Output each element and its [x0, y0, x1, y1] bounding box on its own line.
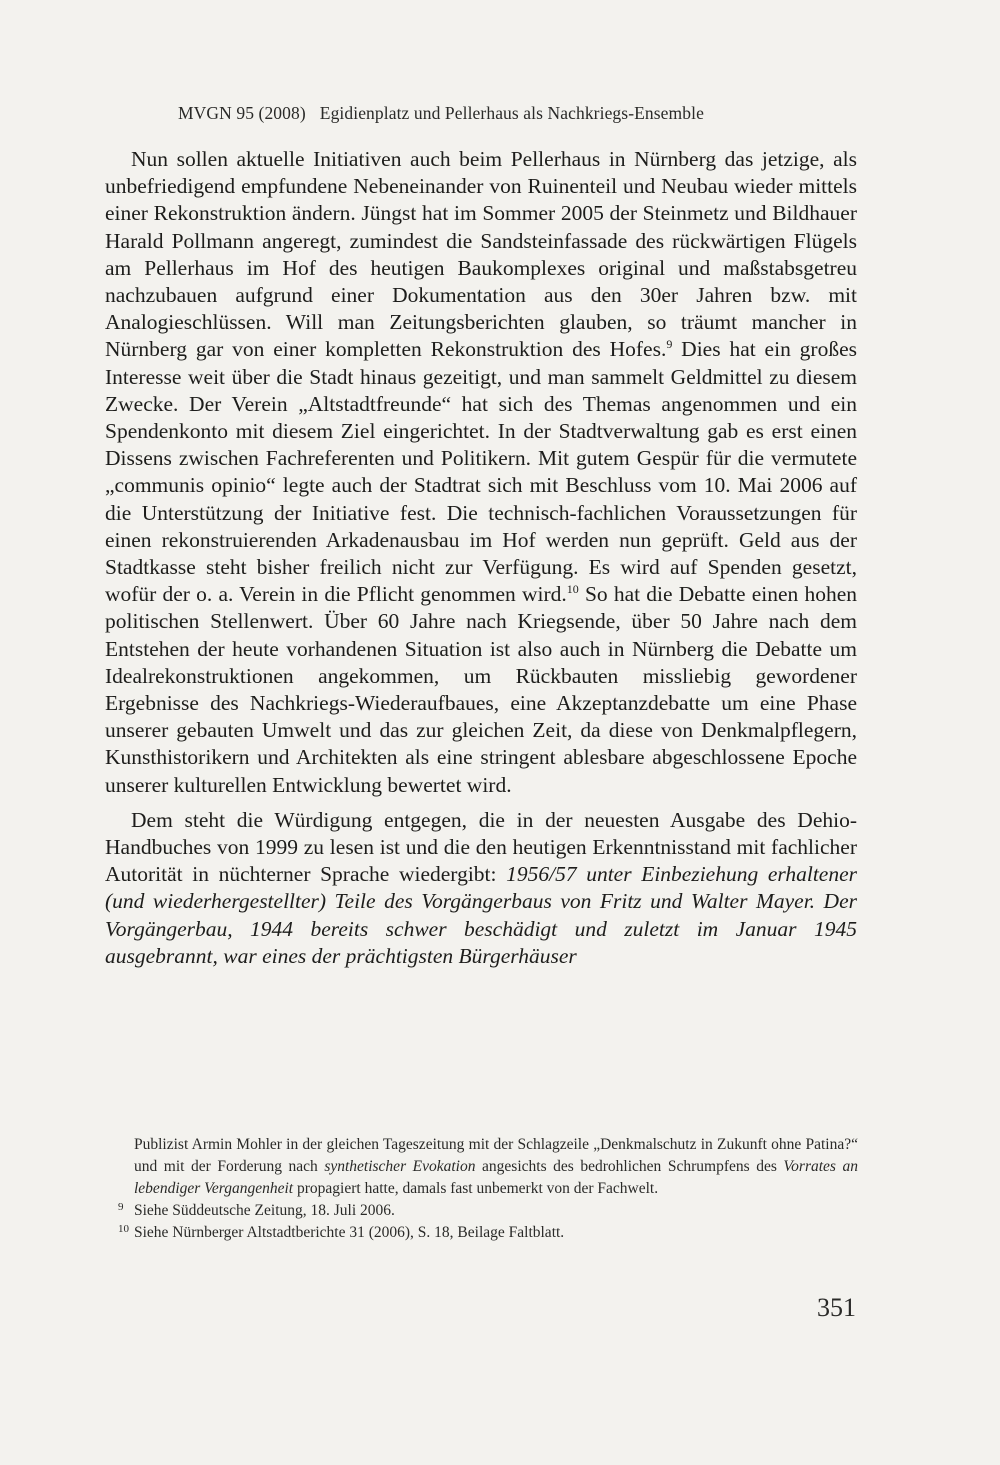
- footnote-continuation-text-a: Publizist Armin Mohler in der gleichen Tageszeitung mit der Schlagzeile „Denkmalschutz in Zukunft ohne Patina?“ und mit der Forderung nach: [134, 1136, 858, 1175]
- paragraph-1-part-a: Nun sollen aktuelle Initiativen auch beim Pellerhaus in Nürnberg das jetzige, als unbefriedigend empfundene Nebeneinander von Ruinenteil und Neubau wieder mittels einer Rekonstruktion ändern. Jüngst hat im Sommer 2005 der Steinmetz und Bildhauer Harald Pollmann angeregt, zumindest die Sandsteinfassade des rückwärtigen Flügels am Pellerhaus im Hof des heutigen Baukomplexes original und maßstabsgetreu nachzubauen aufgrund einer Dokumentation aus den 30er Jahren bzw. mit Analogieschlüssen. Will man Zeitungsberichten glauben, so träumt mancher in Nürnberg gar von einer kompletten Rekonstruktion des Hofes.: [105, 147, 857, 362]
- footnote-italic-1: synthetischer Evokation: [324, 1158, 476, 1175]
- footnotes: [118, 1134, 859, 1244]
- page-number: 351: [817, 1293, 856, 1322]
- header-title: Egidienplatz und Pellerhaus als Nachkriegs-Ensemble: [319, 103, 704, 123]
- paragraph-1-part-c: So hat die Debatte einen hohen politischen Stellenwert. Über 60 Jahre nach Kriegsende, über 50 Jahre nach dem Entstehen der heute vorhandenen Situation ist also auch in Nürnberg die Debatte um Idealrekonstruktionen angekommen, um Rückbauten missliebig gewordener Ergebnisse des Nachkriegs-Wiederaufbaues, eine Akzeptanzdebatte um eine Phase unserer gebauten Umwelt und das zur gleichen Zeit, da diese von Denkmalpflegern, Kunsthistorikern und Architekten als eine stringent ablesbare abgeschlossene Epoche unserer kulturellen Entwicklung bewertet wird.: [105, 582, 857, 797]
- journal-reference: MVGN 95 (2008): [178, 103, 306, 123]
- footnote-10-text: Siehe Nürnberger Altstadtberichte 31 (2006), S. 18, Beilage Faltblatt.: [134, 1224, 565, 1241]
- footnote-10-number: 10: [118, 1223, 129, 1235]
- footnote-continuation-text-c: propagiert hatte, damals fast unbemerkt von der Fachwelt.: [293, 1180, 659, 1197]
- footnote-continuation: [134, 1134, 858, 1200]
- paragraph-1-part-b: Dies hat ein großes Interesse weit über die Stadt hinaus gezeitigt, und man sammelt Geldmittel zu diesem Zwecke. Der Verein „Altstadtfreunde“ hat sich des Themas angenommen und ein Spendenkonto mit diesem Ziel eingerichtet. In der Stadtverwaltung gab es erst einen Dissens zwischen Fachreferenten und Politikern. Mit gutem Gespür für die vermutete „communis opinio“ legte auch der Stadtrat sich mit Beschluss vom 10. Mai 2006 auf die Unterstützung der Initiative fest. Die technisch-fachlichen Voraussetzungen für einen rekonstruierenden Arkadenausbau im Hof werden nun geprüft. Geld aus der Stadtkasse steht bisher freilich nicht zur Verfügung. Es wird auf Spenden gesetzt, wofür der o. a. Verein in die Pflicht genommen wird.: [105, 337, 857, 607]
- footnote-9-text: Siehe Süddeutsche Zeitung, 18. Juli 2006.: [134, 1202, 395, 1219]
- paragraph-2-part-a: Dem steht die Würdigung entgegen, die in der neuesten Ausgabe des Dehio-Handbuches von 1999 zu lesen ist und die den heutigen Erkenntnisstand mit fachlicher Autorität in nüchterner Sprache wiedergibt:: [105, 807, 857, 887]
- footnote-10: [118, 1222, 858, 1244]
- footnote-ref-9: 9: [666, 337, 673, 352]
- footnote-9-number: 9: [118, 1201, 124, 1213]
- main-text: [105, 146, 857, 970]
- paragraph-2: [105, 807, 857, 970]
- footnote-9: [118, 1200, 858, 1222]
- dehio-quotation: 1956/57 unter Einbeziehung erhaltener (und wiederhergestellter) Teile des Vorgängerbaus von Fritz und Walter Mayer. Der Vorgängerbau, 1944 bereits schwer beschädigt und zuletzt im Januar 1945 ausgebrannt, war eines der prächtigsten Bürgerhäuser: [105, 862, 858, 968]
- footnote-continuation-text-b: angesichts des bedrohlichen Schrumpfens des: [475, 1158, 784, 1175]
- footnote-italic-2: Vorrates an lebendiger Vergangenheit: [134, 1158, 859, 1197]
- footnote-ref-10: 10: [566, 582, 579, 597]
- paragraph-1: [105, 146, 857, 799]
- running-header: [178, 103, 838, 124]
